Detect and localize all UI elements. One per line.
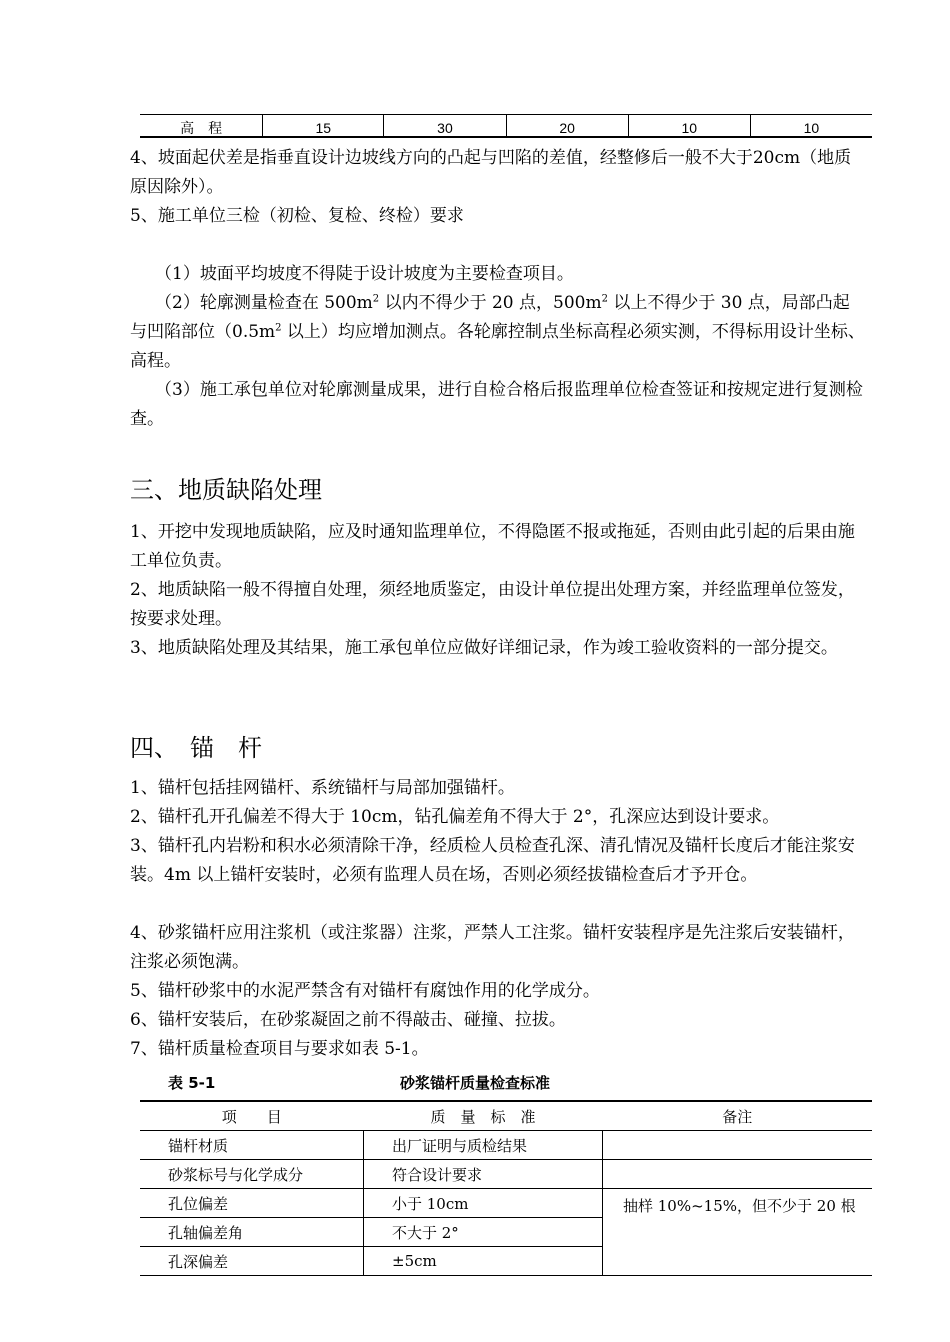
table-title: 砂浆锚杆质量检查标准 — [400, 1074, 551, 1092]
table-cell: 砂浆标号与化学成分 — [140, 1160, 364, 1189]
list-item: 3、锚杆孔内岩粉和积水必须清除干净，经质检人员检查孔深、清孔情况及锚杆长度后才能注浆安装。4m 以上锚杆安装时，必须有监理人员在场，否则必须经拔锚检查后才予开仓。 — [130, 836, 855, 885]
table-cell: ±5cm — [364, 1247, 603, 1276]
table-header-row — [140, 1101, 872, 1131]
table-cell: 孔轴偏差角 — [140, 1218, 364, 1247]
table-cell: 高 程 — [140, 115, 263, 138]
top-table — [140, 114, 872, 138]
table-cell: 出厂证明与质检结果 — [364, 1131, 603, 1160]
table-cell — [603, 1160, 873, 1189]
table-cell: 30 — [384, 115, 506, 138]
list-item: 5、锚杆砂浆中的水泥严禁含有对锚杆有腐蚀作用的化学成分。 — [130, 981, 600, 1001]
text: 以内不得少于 20 点，500m — [379, 293, 602, 313]
section-4-heading: 四、 锚 杆 — [130, 734, 262, 762]
superscript: 2 — [601, 293, 608, 305]
paragraph-4: 4、坡面起伏差是指垂直设计边坡线方向的凸起与凹陷的差值，经整修后一般不大于20cm（地质原因除外）。 — [130, 148, 852, 197]
table-row — [140, 1189, 872, 1218]
text: 以上不得少于 30 点，局部凸起与凹陷部位（0.5m — [130, 293, 850, 342]
section-3-heading: 三、地质缺陷处理 — [130, 476, 322, 504]
list-item: 6、锚杆安装后，在砂浆凝固之前不得敲击、碰撞、拉拔。 — [130, 1010, 566, 1030]
table-cell: 不大于 2° — [364, 1218, 603, 1247]
table-number: 表 5-1 — [168, 1074, 216, 1092]
list-item: 7、锚杆质量检查项目与要求如表 5-1。 — [130, 1039, 429, 1059]
column-header: 项 目 — [140, 1101, 364, 1131]
list-item: 2、锚杆孔开孔偏差不得大于 10cm，钻孔偏差角不得大于 2°，孔深应达到设计要求。 — [130, 807, 780, 827]
superscript: 2 — [275, 322, 282, 334]
sub-item-1: （1）坡面平均坡度不得陡于设计坡度为主要检查项目。 — [155, 264, 574, 284]
list-item: 1、锚杆包括挂网锚杆、系统锚杆与局部加强锚杆。 — [130, 778, 515, 798]
sub-item-3: （3）施工承包单位对轮廓测量成果，进行自检合格后报监理单位检查签证和按规定进行复测检查。 — [130, 380, 863, 429]
list-item: 1、开挖中发现地质缺陷，应及时通知监理单位，不得隐匿不报或拖延，否则由此引起的后果由施工单位负责。 — [130, 522, 855, 571]
table-cell: 孔位偏差 — [140, 1189, 364, 1218]
table-cell: 小于 10cm — [364, 1189, 603, 1218]
superscript: 2 — [372, 293, 380, 305]
note-cell: 抽样 10%~15%，但不少于 20 根 — [603, 1189, 873, 1276]
paragraph-5: 5、施工单位三检（初检、复检、终检）要求 — [130, 206, 464, 226]
list-item: 4、砂浆锚杆应用注浆机（或注浆器）注浆，严禁人工注浆。锚杆安装程序是先注浆后安装锚杆，注浆必须饱满。 — [130, 923, 855, 972]
table-row — [140, 1131, 872, 1160]
table-row — [140, 115, 872, 138]
table-cell: 10 — [750, 115, 872, 138]
text: （2）轮廓测量检查在 500m — [155, 293, 373, 313]
table-cell: 20 — [506, 115, 628, 138]
sub-item-2 — [130, 289, 865, 376]
table-cell: 符合设计要求 — [364, 1160, 603, 1189]
table-row — [140, 1160, 872, 1189]
list-item: 3、地质缺陷处理及其结果，施工承包单位应做好详细记录，作为竣工验收资料的一部分提交。 — [130, 638, 838, 658]
table-cell: 锚杆材质 — [140, 1131, 364, 1160]
column-header: 质 量 标 准 — [364, 1101, 603, 1131]
table-cell: 孔深偏差 — [140, 1247, 364, 1276]
quality-table — [140, 1100, 872, 1276]
table-cell — [603, 1131, 873, 1160]
table-cell: 10 — [628, 115, 750, 138]
table-cell: 15 — [263, 115, 384, 138]
column-header: 备注 — [603, 1101, 873, 1131]
text: 以上）均应增加测点。各轮廓控制点坐标高程必须实测，不得标用设计坐标、高程。 — [130, 322, 865, 371]
list-item: 2、地质缺陷一般不得擅自处理，须经地质鉴定，由设计单位提出处理方案，并经监理单位签发，按要求处理。 — [130, 580, 855, 629]
